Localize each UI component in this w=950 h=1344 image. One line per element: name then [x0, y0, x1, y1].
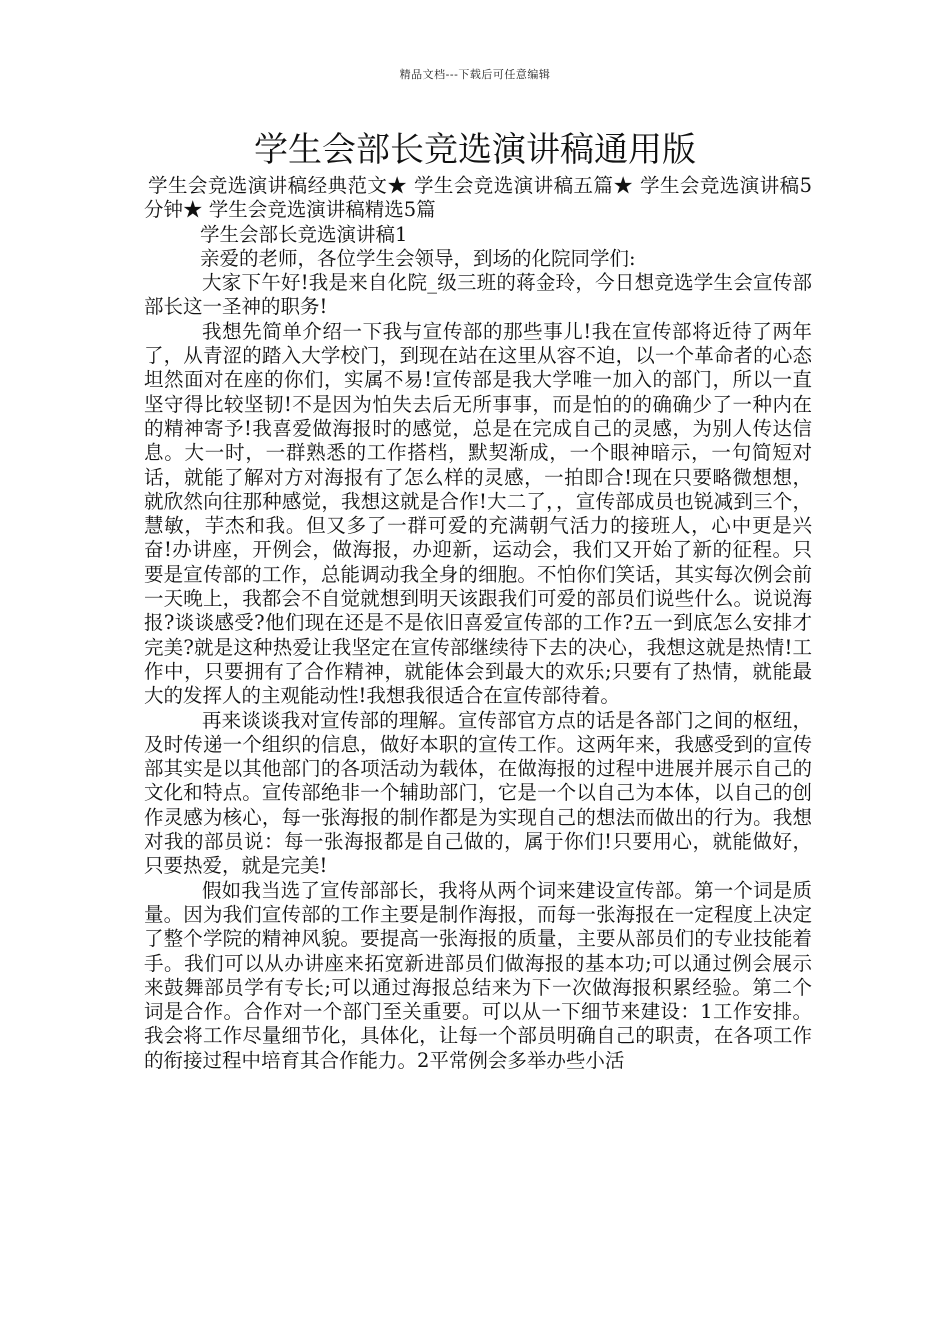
paragraph-1: 大家下午好!我是来自化院_级三班的蒋金玲，今日想竞选学生会宣传部部长这一圣神的职务! [144, 271, 812, 319]
related-articles-line: 学生会竞选演讲稿经典范文★ 学生会竞选演讲稿五篇★ 学生会竞选演讲稿5分钟★ 学生会竞选演讲稿精选5篇 [144, 174, 812, 222]
paragraph-2: 我想先简单介绍一下我与宣传部的那些事儿!我在宣传部将近待了两年了，从青涩的踏入大学校门，到现在站在这里从容不迫，以一个革命者的心态坦然面对在座的你们，实属不易!宣传部是我大学唯一加入的部门，所以一直坚守得比较坚韧!不是因为怕失去后无所事事，而是怕的的确确少了一种内在的精神寄予!我喜爱做海报时的感觉，总是在完成自己的灵感，为别人传达信息。大一时，一群熟悉的工作搭档，默契渐成，一个眼神暗示，一句简短对话，就能了解对方对海报有了怎么样的灵感，一拍即合!现在只要略微想想，就欣然向往那种感觉，我想这就是合作!大二了，，宣传部成员也锐减到三个，慧敏，芋杰和我。但又多了一群可爱的充满朝气活力的接班人，心中更是兴奋!办讲座，开例会，做海报，办迎新，运动会，我们又开始了新的征程。只要是宣传部的工作，总能调动我全身的细胞。不怕你们笑话，其实每次例会前一天晚上，我都会不自觉就想到明天该跟我们可爱的部员们说些什么。说说海报?谈谈感受?他们现在还是不是依旧喜爱宣传部的工作?五一到底怎么安排才完美?就是这种热爱让我坚定在宣传部继续待下去的决心，我想这就是热情!工作中，只要拥有了合作精神，就能体会到最大的欢乐;只要有了热情，就能最大的发挥人的主观能动性!我想我很适合在宣传部待着。 [144, 319, 812, 708]
salutation: 亲爱的老师，各位学生会领导，到场的化院同学们: [200, 246, 636, 270]
section-heading: 学生会部长竞选演讲稿1 [200, 222, 408, 246]
paragraph-3: 再来谈谈我对宣传部的理解。宣传部官方点的话是各部门之间的枢纽，及时传递一个组织的信息，做好本职的宣传工作。这两年来，我感受到的宣传部其实是以其他部门的各项活动为载体，在做海报的过程中进展并展示自己的文化和特点。宣传部绝非一个辅助部门，它是一个以自己为本体，以自己的创作灵感为核心，每一张海报的制作都是为实现自己的想法而做出的行为。我想对我的部员说：每一张海报都是自己做的，属于你们!只要用心，就能做好，只要热爱，就是完美! [144, 708, 812, 878]
header-note: 精品文档---下载后可任意编辑 [399, 68, 551, 81]
document-body [144, 174, 812, 1073]
paragraph-4: 假如我当选了宣传部部长，我将从两个词来建设宣传部。第一个词是质量。因为我们宣传部的工作主要是制作海报，而每一张海报在一定程度上决定了整个学院的精神风貌。要提高一张海报的质量，主要从部员们的专业技能着手。我们可以从办讲座来拓宽新进部员们做海报的基本功;可以通过例会展示来鼓舞部员学有专长;可以通过海报总结来为下一次做海报积累经验。第二个词是合作。合作对一个部门至关重要。可以从一下细节来建设：1工作安排。我会将工作尽量细节化，具体化，让每一个部员明确自己的职责，在各项工作的衔接过程中培育其合作能力。2平常例会多举办些小活 [144, 878, 812, 1072]
page-title: 学生会部长竞选演讲稿通用版 [254, 130, 696, 170]
